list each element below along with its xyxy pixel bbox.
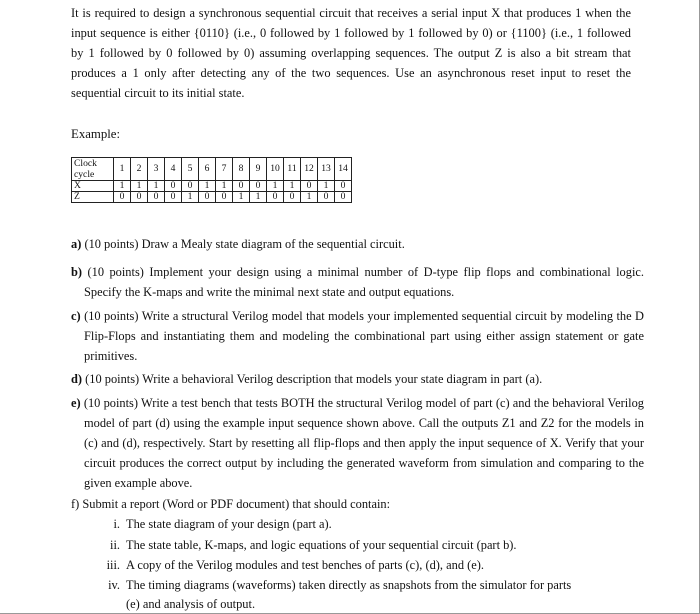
- report-item-text: The state table, K-maps, and logic equations of your sequential circuit (part b).: [126, 538, 517, 552]
- x-cell: 0: [250, 181, 267, 192]
- report-item-num: i.: [113, 517, 120, 531]
- part-c-text: Write a structural Verilog model that models your implemented sequential circuit by modeling the D Flip-Flops and instantiating them and modeling the combinational part using either assign statement or gate primitives.: [84, 309, 644, 363]
- report-item-text: A copy of the Verilog modules and test benches of parts (c), (d), and (e).: [126, 558, 484, 572]
- cycle-cell: 7: [216, 158, 233, 181]
- cycle-cell: 13: [318, 158, 335, 181]
- cycle-cell: 4: [165, 158, 182, 181]
- part-f: [71, 494, 644, 514]
- part-d-prefix: d): [71, 372, 83, 386]
- row-label-z: Z: [72, 192, 114, 203]
- table-row-z: [72, 192, 352, 203]
- part-c-prefix: c): [71, 309, 81, 323]
- report-item: [96, 514, 631, 534]
- z-cell: 0: [267, 192, 284, 203]
- cycle-cell: 3: [148, 158, 165, 181]
- report-item-text: The state diagram of your design (part a).: [126, 517, 332, 531]
- report-item-num: iii.: [106, 558, 120, 572]
- cycle-cell: 11: [284, 158, 301, 181]
- cycle-cell: 8: [233, 158, 250, 181]
- report-item-cont-text: (e) and analysis of output.: [126, 597, 256, 611]
- clock-cycle-header: Clock cycle: [72, 158, 114, 181]
- x-cell: 1: [131, 181, 148, 192]
- z-cell: 0: [114, 192, 131, 203]
- x-cell: 0: [233, 181, 250, 192]
- z-cell: 0: [216, 192, 233, 203]
- x-cell: 1: [318, 181, 335, 192]
- part-e-points: (10 points): [83, 396, 139, 410]
- x-cell: 1: [199, 181, 216, 192]
- x-cell: 0: [182, 181, 199, 192]
- part-c: [71, 306, 644, 366]
- part-a: [71, 234, 644, 254]
- part-e: [71, 393, 644, 493]
- x-cell: 1: [148, 181, 165, 192]
- part-b-points: (10 points): [87, 265, 144, 279]
- x-cell: 1: [114, 181, 131, 192]
- cycle-cell: 14: [335, 158, 352, 181]
- report-item-num: iv.: [108, 578, 120, 592]
- z-cell: 1: [250, 192, 267, 203]
- part-a-text: Draw a Mealy state diagram of the sequential circuit.: [141, 237, 405, 251]
- part-c-points: (10 points): [84, 309, 139, 323]
- report-item: [96, 575, 631, 595]
- part-b-prefix: b): [71, 265, 83, 279]
- cycle-cell: 6: [199, 158, 216, 181]
- part-b-text: Implement your design using a minimal number of D-type flip flops and combinational logic. Specify the K-maps and write the minimal next state and output equations.: [84, 265, 644, 299]
- report-item-num: ii.: [110, 538, 120, 552]
- report-item-continuation: [96, 594, 631, 614]
- z-cell: 0: [165, 192, 182, 203]
- z-cell: 0: [148, 192, 165, 203]
- report-item: [96, 535, 631, 555]
- example-label: Example:: [71, 127, 121, 141]
- x-cell: 0: [335, 181, 352, 192]
- z-cell: 1: [233, 192, 250, 203]
- z-cell: 0: [318, 192, 335, 203]
- x-cell: 1: [216, 181, 233, 192]
- table-row-x: [72, 181, 352, 192]
- cycle-cell: 12: [301, 158, 318, 181]
- part-d-points: (10 points): [85, 372, 140, 386]
- z-cell: 0: [284, 192, 301, 203]
- part-f-prefix: f): [71, 497, 80, 511]
- x-cell: 0: [301, 181, 318, 192]
- part-a-prefix: a): [71, 237, 82, 251]
- part-d-text: Write a behavioral Verilog description that models your state diagram in part (a).: [142, 372, 543, 386]
- z-cell: 0: [335, 192, 352, 203]
- part-d: [71, 369, 644, 389]
- cycle-cell: 1: [114, 158, 131, 181]
- x-cell: 1: [267, 181, 284, 192]
- x-cell: 0: [165, 181, 182, 192]
- z-cell: 0: [131, 192, 148, 203]
- row-label-x: X: [72, 181, 114, 192]
- z-cell: 1: [301, 192, 318, 203]
- cycle-cell: 9: [250, 158, 267, 181]
- cycle-cell: 2: [131, 158, 148, 181]
- cycle-cell: 10: [267, 158, 284, 181]
- part-f-text: Submit a report (Word or PDF document) that should contain:: [82, 497, 391, 511]
- part-b: [71, 262, 644, 302]
- part-a-points: (10 points): [84, 237, 139, 251]
- z-cell: 1: [182, 192, 199, 203]
- part-e-text: Write a test bench that tests BOTH the structural Verilog model of part (c) and the behavioral Verilog model of part (d) using the example input sequence shown above. Call the outputs Z1 and Z2 for the models in (c) and (d), respectively. Start by resetting all flip-flops and then apply the input sequence of X. Verify that your circuit produces the correct output by including the generated waveform from simulation and comparing to the given example above.: [84, 396, 644, 490]
- x-cell: 1: [284, 181, 301, 192]
- part-e-prefix: e): [71, 396, 81, 410]
- table-header-row: [72, 158, 352, 181]
- problem-statement: It is required to design a synchronous sequential circuit that receives a serial input X that produces 1 when the input sequence is either {0110} (i.e., 0 followed by 1 followed by 1 followed by 0) or {1100} (i.e., 1 followed by 1 followed by 0 followed by 0) assuming overlapping sequences. The output Z is also a bit stream that produces a 1 only after detecting any of the two sequences. Use an asynchronous reset input to reset the sequential circuit to its initial state.: [71, 6, 631, 100]
- cycle-cell: 5: [182, 158, 199, 181]
- report-item: [96, 555, 631, 575]
- report-item-text: The timing diagrams (waveforms) taken directly as snapshots from the simulator for parts: [126, 578, 572, 592]
- z-cell: 0: [199, 192, 216, 203]
- example-table: [71, 157, 352, 203]
